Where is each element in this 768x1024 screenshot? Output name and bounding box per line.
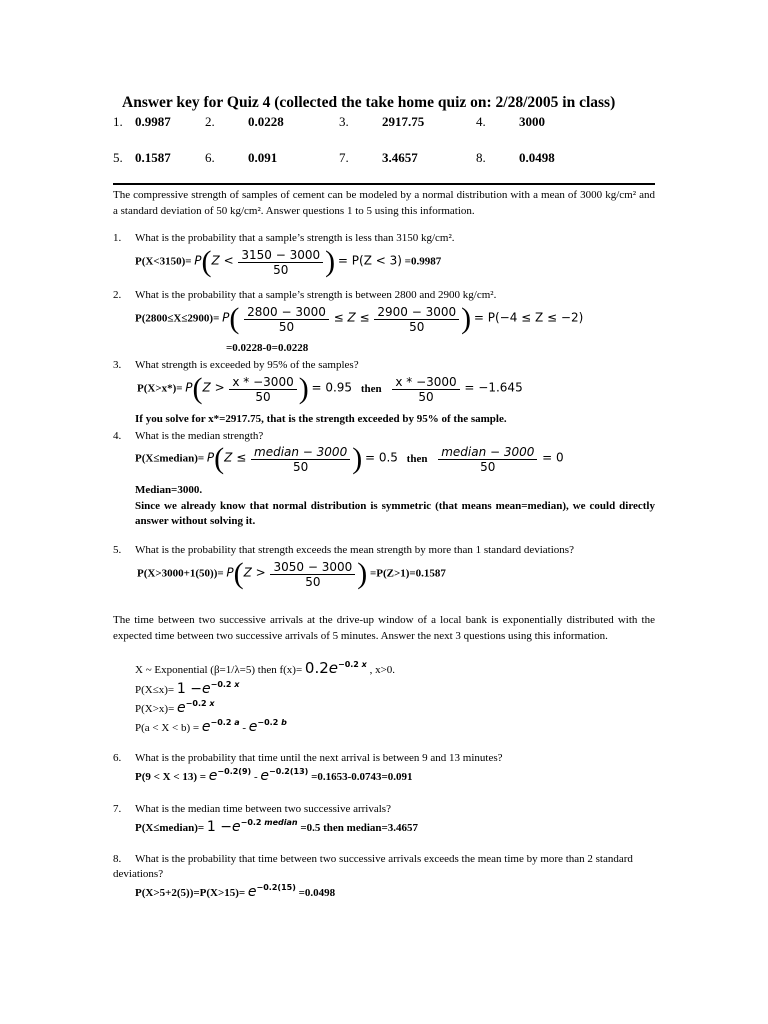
question-1	[113, 232, 455, 244]
exp-pdf-label: X ~ Exponential (β=1/λ=5) then f(x)=	[135, 664, 303, 676]
question-number: 4.	[113, 430, 122, 442]
answer-number: 4.	[476, 114, 486, 129]
solution-4-result: Median=3000.	[135, 484, 203, 496]
answer-number: 1.	[113, 114, 123, 129]
exp-cdf-label: P(X≤x)=	[135, 684, 175, 696]
fraction-denominator: 50	[292, 459, 309, 474]
fraction-denominator: 50	[305, 574, 321, 589]
page-title: Answer key for Quiz 4 (collected the take home quiz on: 2/28/2005 in class)	[122, 94, 616, 111]
answer-number: 8.	[476, 150, 486, 165]
fraction-denominator: 50	[255, 389, 271, 404]
solution-result: =0.5 then median=3.4657	[300, 822, 419, 834]
fraction-numerator: 3050 − 3000	[270, 560, 355, 575]
solution-lhs: P(9 < X < 13) =	[135, 771, 207, 783]
solution-lhs: P(X>5+2(5))=P(X>15)=	[135, 887, 246, 899]
solution-rhs: = P(Z < 3)	[337, 253, 402, 268]
solution-2: P(2800≤X≤2900)= P( $\frac{2800 - 3000}{50}$ ≤ Z ≤ $\frac{2900 - 3000}{50}$ ) = P(−4 ≤ Z ≤ −2)	[135, 302, 584, 335]
answer-value: 0.0498	[519, 150, 555, 165]
answer-value: 0.1587	[135, 150, 171, 165]
answer-number: 7.	[339, 150, 349, 165]
answer-value: 2917.75	[382, 114, 425, 129]
fraction-numerator: x * −3000	[229, 375, 296, 390]
intro-normal: The compressive strength of samples of cement can be modeled by a normal distribution with a mean of 3000 kg/cm² and a standard deviation of 50 kg/cm². Answer questions 1 to 5 using this information.	[113, 189, 655, 217]
fraction-denominator: 50	[273, 262, 289, 277]
answer-value: 3000	[519, 114, 545, 129]
answer-value: 0.091	[248, 150, 278, 165]
fraction-numerator: 2900 − 3000	[374, 305, 459, 320]
answer-value: 0.0228	[248, 114, 284, 129]
fraction-numerator: 2800 − 3000	[244, 305, 329, 320]
question-number: 6.	[113, 752, 122, 764]
solution-rhs: = 0.95	[311, 380, 353, 395]
question-4	[113, 430, 263, 442]
solution-3-note: If you solve for x*=2917.75, that is the strength exceeded by 95% of the sample.	[135, 413, 507, 425]
solution-rhs: = 0	[542, 450, 564, 465]
question-8	[113, 852, 655, 882]
solution-rhs: = 0.5	[364, 450, 398, 465]
solution-lhs: P(X≤median)=	[135, 822, 205, 834]
divider	[113, 183, 655, 185]
answer-value: 3.4657	[382, 150, 418, 165]
answer-number: 6.	[205, 150, 215, 165]
exp-survival-line: $P(X>x)= e^{-0.2 x}$	[135, 699, 215, 716]
solution-lhs: P(X>3000+1(50))=	[137, 567, 224, 580]
solution-result: =0.1653-0.0743=0.091	[311, 771, 413, 783]
solution-rhs: = P(−4 ≤ Z ≤ −2)	[473, 310, 584, 325]
answer-value: 0.9987	[135, 114, 171, 129]
question-number: 7.	[113, 803, 122, 815]
fraction-denominator: 50	[480, 459, 496, 474]
solution-2-result: =0.0228-0=0.0228	[226, 342, 309, 354]
question-text: What is the median strength?	[135, 430, 264, 442]
solution-5: P(X>3000+1(50))= P(Z > $\frac{3050 - 3000}{50}$ ) =P(Z>1)=0.1587	[137, 557, 446, 590]
exp-pdf-domain: , x>0.	[369, 664, 396, 676]
fraction-denominator: 50	[418, 389, 434, 404]
exp-interval-label: P(a < X < b) =	[135, 722, 200, 734]
question-text: What is the probability that strength exceeds the mean strength by more than 1 standard deviations?	[135, 544, 574, 556]
exp-pdf-line: X ~ Exponential (β=1/λ=5) then $f(x)= 0.2e^{-0.2 x}$ , x>0.	[135, 659, 396, 677]
answer-number: 3.	[339, 114, 349, 129]
exp-interval-line: $P(a < X < b) = e^{-0.2 a} - e^{-0.2 b}$	[135, 718, 287, 735]
solution-8: $P(X>5+2(5))=P(X>15)= e^{-0.2(15)} =0.0498$	[135, 883, 336, 900]
question-3	[113, 359, 359, 371]
then-label: then	[406, 452, 428, 465]
solution-result: =P(Z>1)=0.1587	[370, 567, 446, 580]
fraction-numerator: median − 3000	[438, 445, 537, 460]
question-text: What is the probability that time between two successive arrivals exceeds the mean time by more than 2 standard deviations?	[113, 853, 633, 880]
question-text: What is the probability that a sample’s strength is between 2800 and 2900 kg/cm².	[135, 289, 497, 301]
question-6	[113, 752, 503, 764]
then-label: then	[360, 382, 382, 395]
question-number: 1.	[113, 232, 122, 244]
question-text: What is the probability that time until the next arrival is between 9 and 13 minutes?	[135, 752, 503, 764]
intro-exponential: The time between two successive arrivals at the drive-up window of a local bank is exponentially distributed with the expected time between two successive arrivals of 5 minutes. Answer the next 3 questions using this information.	[113, 614, 655, 642]
question-5	[113, 544, 574, 556]
answer-number: 5.	[113, 150, 123, 165]
solution-rhs: = −1.645	[464, 380, 523, 395]
solution-result: =0.9987	[404, 255, 442, 268]
solution-1: P(X<3150)= P(Z < $\frac{3150 - 3000}{50}$ ) = P(Z < 3) =0.9987	[135, 245, 442, 278]
solution-6: $P(9 < X < 13) = e^{-0.2(9)} - e^{-0.2(13)} =0.1653-0.0743=0.091$	[135, 767, 413, 784]
solution-lhs: P(2800≤X≤2900)=	[135, 312, 220, 325]
solution-4-note: Since we already know that normal distribution is symmetric (that means mean=median), we could directly answer without solving it.	[135, 500, 655, 527]
exp-survival-label: P(X>x)=	[135, 703, 175, 715]
question-text: What strength is exceeded by 95% of the samples?	[135, 359, 359, 371]
question-2	[113, 289, 496, 301]
question-text: What is the median time between two successive arrivals?	[135, 803, 391, 815]
answer-number: 2.	[205, 114, 215, 129]
question-number: 2.	[113, 289, 122, 301]
fraction-denominator: 50	[278, 319, 295, 334]
question-7	[113, 803, 391, 815]
exp-cdf-line: $P(X\le x)= 1 -e^{-0.2 x}$	[135, 680, 240, 697]
fraction-denominator: 50	[409, 319, 425, 334]
solution-result: =0.0498	[298, 887, 336, 899]
solution-lhs: P(X>x*)=	[137, 382, 183, 395]
fraction-numerator: 3150 − 3000	[238, 248, 323, 263]
solution-4: P(X≤median)= P(Z ≤ $\frac{\text{median − 3000}}{50}$ ) = 0.5 then $\frac{\text{median − 3000}}{50}$ = 0	[135, 442, 564, 475]
solution-lhs: P(X<3150)=	[135, 255, 192, 268]
question-text: What is the probability that a sample’s strength is less than 3150 kg/cm².	[135, 232, 455, 244]
solution-lhs: P(X≤median)=	[135, 452, 205, 465]
question-number: 8.	[113, 853, 122, 865]
solution-7: P(X≤median)= $1 -e^{-0.2 median} =0.5$ then median=3.4657	[135, 818, 419, 835]
question-number: 5.	[113, 544, 122, 556]
fraction-numerator: median − 3000	[251, 445, 350, 460]
fraction-numerator: x * −3000	[392, 375, 459, 390]
solution-3: P(X>x*)= P(Z > $\frac{x * -3000}{50}$ ) = 0.95 then $\frac{x * -3000}{50}$ = −1.645	[137, 372, 523, 405]
question-number: 3.	[113, 359, 122, 371]
